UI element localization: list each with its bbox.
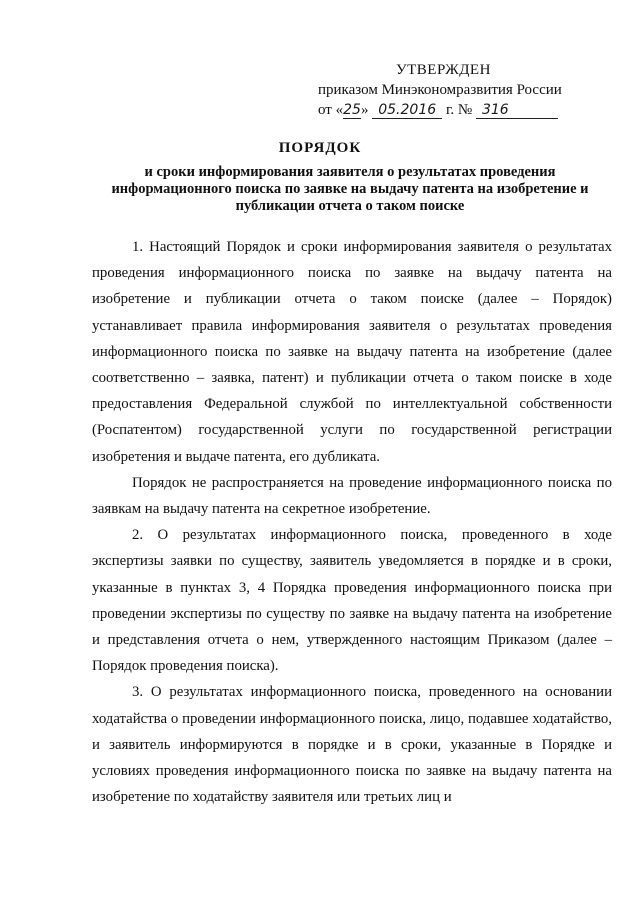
paragraph-2: Порядок не распространяется на проведение информационного поиска по заявкам на выдачу патента на секретное изобретение. <box>92 474 612 518</box>
paragraph-1: 1. Настоящий Порядок и сроки информирования заявителя о результатах проведения информационного поиска по заявке на выдачу патента на изобретение и публикации отчета о таком поиске (далее – Порядок) устанавливает правила информирования заявителя о результатах проведения информационного поиска по заявке на выдачу патента на изобретение (далее соответственно – заявка, патент) и публикации отчета о таком поиске в ходе предоставления Федеральной службой по интеллектуальной собственности (Роспатентом) государственной услуги по государственной регистрации изобретения и выдаче патента, его дубликата. <box>92 239 612 465</box>
date-prefix: от « <box>318 102 344 118</box>
handwritten-day: 25 <box>343 102 361 118</box>
paragraph-3: 2. О результатах информационного поиска, проведенного в ходе экспертизы заявки по существу, заявитель уведомляется в порядке и в сроки, указанные в пунктах 3, 4 Порядка проведения информационного поиска при проведении экспертизы по существу по заявке на выдачу патента на изобретение и представления отчета о нем, утвержденного настоящим Приказом (далее – Порядок проведения поиска). <box>92 527 612 675</box>
document-body <box>92 234 612 810</box>
approval-title: УТВЕРЖДЕН <box>396 62 491 78</box>
approval-date-line <box>318 100 618 120</box>
document-subtitle: и сроки информирования заявителя о результатах проведения информационного поиска по заявке на выдачу патента на изобретение и публикации отчета о таком поиске <box>111 164 589 214</box>
handwritten-order-number: 316 <box>476 102 558 119</box>
document-title: ПОРЯДОК <box>278 140 362 156</box>
approval-stamp <box>318 60 618 120</box>
paragraph-4: 3. О результатах информационного поиска, проведенного на основании ходатайства о проведении информационного поиска, лицо, подавшее ходатайство, и заявитель информируются в порядке и в сроки, указанные в Порядке и условиях проведения информационного поиска по заявке на выдачу патента на изобретение по ходатайству заявителя или третьих лиц и <box>92 684 612 806</box>
date-mid: » <box>360 102 369 118</box>
handwritten-month-year: 05.2016 <box>372 102 442 119</box>
year-suffix: г. № <box>442 102 473 118</box>
approval-order-line: приказом Минэкономразвития России <box>318 82 562 98</box>
